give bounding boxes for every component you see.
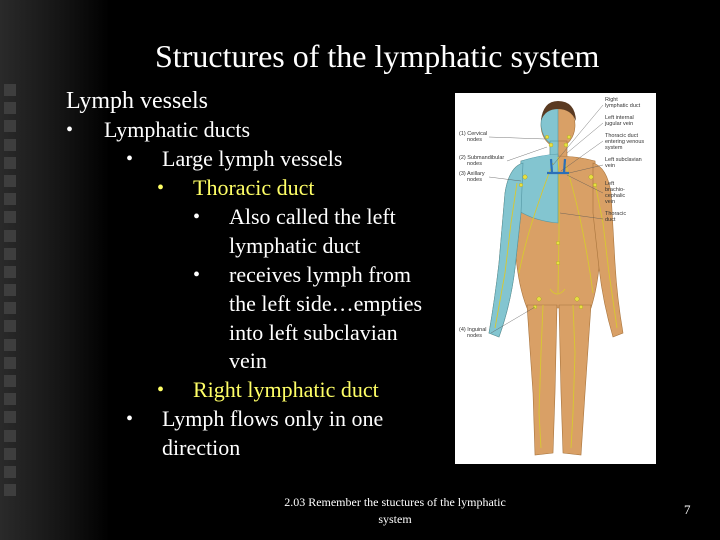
svg-text:Left subclavian: Left subclavian — [605, 157, 642, 163]
svg-text:(1) Cervical: (1) Cervical — [459, 131, 488, 137]
bullet-marker: • — [126, 408, 134, 430]
svg-text:Left internal: Left internal — [605, 115, 634, 121]
bullet-marker: • — [193, 264, 201, 286]
svg-text:nodes: nodes — [467, 161, 482, 167]
svg-text:entering venous: entering venous — [605, 139, 645, 145]
svg-text:cephalic: cephalic — [605, 193, 626, 199]
svg-text:(3) Axillary: (3) Axillary — [459, 171, 485, 177]
svg-text:Thoracic duct: Thoracic duct — [605, 133, 639, 139]
svg-text:nodes: nodes — [467, 177, 482, 183]
slide-title: Structures of the lymphatic system — [155, 38, 600, 74]
svg-text:lymphatic duct: lymphatic duct — [605, 103, 641, 109]
bullet-right-lymphatic-duct: Right lymphatic duct — [193, 377, 379, 402]
bullet-lymph-flows-line1: Lymph flows only in one — [162, 406, 384, 431]
section-heading: Lymph vessels — [66, 88, 208, 114]
svg-text:duct: duct — [605, 217, 616, 223]
svg-text:Thoracic: Thoracic — [605, 211, 627, 217]
decorative-square-column — [4, 84, 18, 502]
bullet-receives-line3: into left subclavian — [229, 320, 398, 345]
svg-text:nodes: nodes — [467, 333, 482, 339]
bullet-marker: • — [157, 379, 165, 401]
lymphatic-system-figure — [455, 93, 656, 464]
bullet-lymph-flows-line2: direction — [162, 435, 241, 460]
bullet-marker: • — [193, 206, 201, 228]
slide-footer: 2.03 Remember the stuctures of the lymphatic system — [284, 495, 506, 526]
bullet-receives-line1: receives lymph from — [229, 262, 412, 287]
svg-text:nodes: nodes — [467, 137, 482, 143]
bullet-marker: • — [66, 119, 74, 141]
svg-text:(4) Inguinal: (4) Inguinal — [459, 327, 487, 333]
svg-text:jugular vein: jugular vein — [605, 121, 634, 127]
bullet-marker: • — [157, 177, 165, 199]
svg-text:brachio-: brachio- — [605, 187, 625, 193]
svg-text:vein: vein — [605, 163, 616, 169]
bullet-also-called-line2: lymphatic duct — [229, 233, 361, 258]
bullet-lymphatic-ducts: Lymphatic ducts — [104, 117, 251, 142]
svg-text:(2) Submandibular: (2) Submandibular — [459, 155, 505, 161]
svg-text:system: system — [605, 145, 623, 151]
lymphatic-body-illustration — [455, 93, 656, 464]
bullet-receives-line2: the left side…empties — [229, 291, 423, 316]
svg-text:Left: Left — [605, 181, 615, 187]
page-number: 7 — [684, 502, 691, 517]
svg-text:Right: Right — [605, 97, 618, 103]
svg-text:vein: vein — [605, 199, 616, 205]
bullet-large-lymph-vessels: Large lymph vessels — [162, 146, 343, 171]
bullet-also-called-line1: Also called the left — [229, 204, 396, 229]
bullet-marker: • — [126, 148, 134, 170]
bullet-receives-line4: vein — [229, 348, 267, 373]
bullet-thoracic-duct: Thoracic duct — [193, 175, 315, 200]
